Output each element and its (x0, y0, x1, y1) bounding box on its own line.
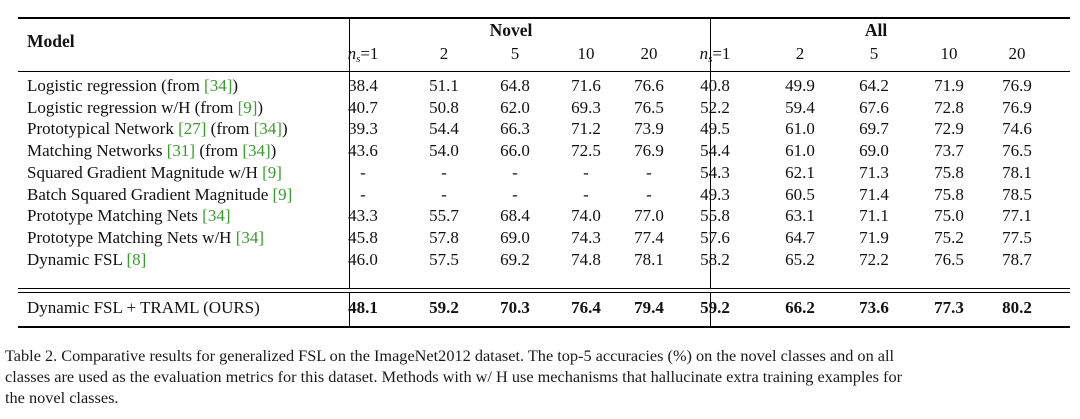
accuracy-cell: 77.4 (634, 227, 664, 247)
accuracy-cell: 73.9 (634, 119, 664, 139)
accuracy-cell: 75.8 (934, 184, 964, 204)
shot-count-header: 2 (439, 44, 449, 63)
accuracy-cell: 76.5 (1002, 141, 1032, 161)
accuracy-cell: 50.8 (429, 97, 459, 117)
accuracy-cell: 69.0 (500, 227, 530, 247)
accuracy-cell: 72.2 (859, 249, 889, 269)
model-name: Batch Squared Gradient Magnitude [9] (27, 184, 293, 204)
accuracy-cell: 78.7 (1002, 249, 1032, 269)
accuracy-cell: 77.0 (634, 206, 664, 226)
accuracy-cell: 72.8 (934, 97, 964, 117)
accuracy-cell: 66.2 (785, 298, 815, 317)
accuracy-cell: 59.2 (429, 298, 459, 317)
mid-rule-2 (18, 292, 1070, 293)
accuracy-cell: - (441, 162, 447, 182)
accuracy-cell: 71.2 (571, 119, 601, 139)
accuracy-cell: 70.3 (500, 298, 530, 317)
accuracy-cell: 76.6 (634, 76, 664, 95)
accuracy-cell: 60.5 (785, 184, 815, 204)
accuracy-cell: - (512, 162, 518, 182)
caption-line: the novel classes. (5, 388, 119, 407)
accuracy-cell: 67.6 (859, 97, 889, 117)
citation-link: [34] (253, 119, 282, 139)
accuracy-cell: 38.4 (348, 76, 378, 95)
accuracy-cell: 80.2 (1002, 298, 1032, 317)
accuracy-cell: 72.9 (934, 119, 964, 139)
shot-count-header: 2 (795, 44, 805, 63)
accuracy-cell: 49.3 (700, 184, 730, 204)
model-name: Dynamic FSL + TRAML (OURS) (27, 298, 260, 317)
accuracy-cell: 77.3 (934, 298, 964, 317)
bottom-rule (18, 326, 1070, 328)
model-name: Squared Gradient Magnitude w/H [9] (27, 162, 282, 182)
shot-count-header: 20 (1008, 44, 1026, 63)
accuracy-cell: 73.7 (934, 141, 964, 161)
accuracy-cell: 76.9 (634, 141, 664, 161)
model-name: Prototype Matching Nets [34] (27, 206, 231, 226)
accuracy-cell: 71.4 (859, 184, 889, 204)
shot-count-header: 5 (869, 44, 879, 63)
model-name: Logistic regression w/H (from [9]) (27, 97, 264, 117)
accuracy-cell: - (646, 184, 652, 204)
shot-count-header: 10 (940, 44, 958, 63)
accuracy-cell: 74.8 (571, 249, 601, 269)
accuracy-cell: 57.8 (429, 227, 459, 247)
citation-link: [34] (202, 206, 231, 226)
accuracy-cell: 54.0 (429, 141, 459, 161)
accuracy-cell: 40.8 (700, 76, 730, 95)
accuracy-cell: 64.8 (500, 76, 530, 95)
accuracy-cell: 61.0 (785, 119, 815, 139)
accuracy-cell: 62.0 (500, 97, 530, 117)
accuracy-cell: 66.3 (500, 119, 530, 139)
accuracy-cell: 69.2 (500, 249, 530, 269)
accuracy-cell: 43.6 (348, 141, 378, 161)
accuracy-cell: 76.9 (1002, 76, 1032, 95)
citation-link: [31] (166, 141, 196, 161)
accuracy-cell: 74.0 (571, 206, 601, 226)
shot-count-header: 20 (640, 44, 658, 63)
accuracy-cell: 40.7 (348, 97, 378, 117)
accuracy-cell: 55.7 (429, 206, 459, 226)
accuracy-cell: - (360, 162, 366, 182)
accuracy-cell: 54.4 (429, 119, 459, 139)
accuracy-cell: 76.9 (1002, 97, 1032, 117)
accuracy-cell: 71.6 (571, 76, 601, 95)
caption-line: classes are used as the evaluation metrics for this dataset. Methods with w/ H use mechanisms that hallucinate extra training examples for (5, 367, 903, 386)
accuracy-cell: 57.5 (429, 249, 459, 269)
accuracy-cell: 77.1 (1002, 206, 1032, 226)
accuracy-cell: 77.5 (1002, 227, 1032, 247)
accuracy-cell: 76.4 (571, 298, 601, 317)
accuracy-cell: 71.9 (934, 76, 964, 95)
accuracy-cell: 78.1 (634, 249, 664, 269)
citation-link: [9] (272, 184, 293, 204)
accuracy-cell: 54.4 (700, 141, 730, 161)
accuracy-cell: 71.9 (859, 227, 889, 247)
accuracy-cell: 78.5 (1002, 184, 1032, 204)
accuracy-cell: 59.2 (700, 298, 730, 317)
accuracy-cell: 73.6 (859, 298, 889, 317)
accuracy-cell: 51.1 (429, 76, 459, 95)
citation-link: [34] (242, 141, 271, 161)
accuracy-cell: 65.2 (785, 249, 815, 269)
accuracy-cell: 49.9 (785, 76, 815, 95)
model-name: Matching Networks [31] (from [34]) (27, 141, 277, 161)
accuracy-cell: 43.3 (348, 206, 378, 226)
accuracy-cell: 62.1 (785, 162, 815, 182)
citation-link: [8] (126, 249, 147, 269)
accuracy-cell: - (512, 184, 518, 204)
citation-link: [34] (235, 227, 265, 247)
citation-link: [34] (204, 76, 233, 95)
accuracy-cell: 54.3 (700, 162, 730, 182)
accuracy-cell: 69.3 (571, 97, 601, 117)
accuracy-cell: 69.7 (859, 119, 889, 139)
accuracy-cell: 66.0 (500, 141, 530, 161)
shot-count-header: 10 (577, 44, 595, 63)
accuracy-cell: 52.2 (700, 97, 730, 117)
shot-count-header: $n_s=1$ (347, 44, 379, 65)
accuracy-cell: - (441, 184, 447, 204)
accuracy-cell: 75.2 (934, 227, 964, 247)
top-rule (18, 17, 1070, 19)
model-name: Dynamic FSL [8] (27, 249, 147, 269)
model-column-header: Model (27, 31, 75, 51)
accuracy-cell: - (583, 184, 589, 204)
caption-line: Table 2. Comparative results for generalized FSL on the ImageNet2012 dataset. The top-5 accuracies (%) on the novel classes and on all (5, 346, 895, 365)
accuracy-cell: 61.0 (785, 141, 815, 161)
accuracy-cell: 46.0 (348, 249, 378, 269)
shot-count-header: 5 (510, 44, 520, 63)
accuracy-cell: 76.5 (634, 97, 664, 117)
model-name: Prototypical Network [27] (from [34]) (27, 119, 288, 139)
accuracy-cell: 74.3 (571, 227, 601, 247)
citation-link: [9] (262, 162, 282, 182)
accuracy-cell: 48.1 (348, 298, 378, 317)
citation-link: [9] (237, 97, 258, 117)
accuracy-cell: 78.1 (1002, 162, 1032, 182)
accuracy-cell: 71.1 (859, 206, 889, 226)
results-table (18, 17, 1070, 328)
accuracy-cell: 59.4 (785, 97, 815, 117)
citation-link: [27] (178, 119, 207, 139)
accuracy-cell: 79.4 (634, 298, 664, 317)
accuracy-cell: 45.8 (348, 227, 378, 247)
accuracy-cell: 49.5 (700, 119, 730, 139)
accuracy-cell: 75.0 (934, 206, 964, 226)
model-name: Prototype Matching Nets w/H [34] (27, 227, 265, 247)
accuracy-cell: - (360, 184, 366, 204)
shot-count-header: $n_s=1$ (699, 44, 731, 65)
accuracy-cell: 74.6 (1002, 119, 1032, 139)
header-rule (18, 71, 1070, 72)
accuracy-cell: - (583, 162, 589, 182)
accuracy-cell: - (646, 162, 652, 182)
table-caption (5, 345, 1077, 408)
accuracy-cell: 68.4 (500, 206, 530, 226)
accuracy-cell: 76.5 (934, 249, 964, 269)
accuracy-cell: 63.1 (785, 206, 815, 226)
accuracy-cell: 57.6 (700, 227, 730, 247)
model-name: Logistic regression (from [34]) (27, 76, 239, 95)
mid-rule-1 (18, 288, 1070, 289)
accuracy-cell: 69.0 (859, 141, 889, 161)
group-header-novel: Novel (489, 20, 533, 40)
accuracy-cell: 72.5 (571, 141, 601, 161)
accuracy-cell: 39.3 (348, 119, 378, 139)
accuracy-cell: 71.3 (859, 162, 889, 182)
accuracy-cell: 64.2 (859, 76, 889, 95)
accuracy-cell: 64.7 (785, 227, 815, 247)
accuracy-cell: 55.8 (700, 206, 730, 226)
accuracy-cell: 58.2 (700, 249, 730, 269)
accuracy-cell: 75.8 (934, 162, 964, 182)
group-header-all: All (864, 20, 888, 40)
